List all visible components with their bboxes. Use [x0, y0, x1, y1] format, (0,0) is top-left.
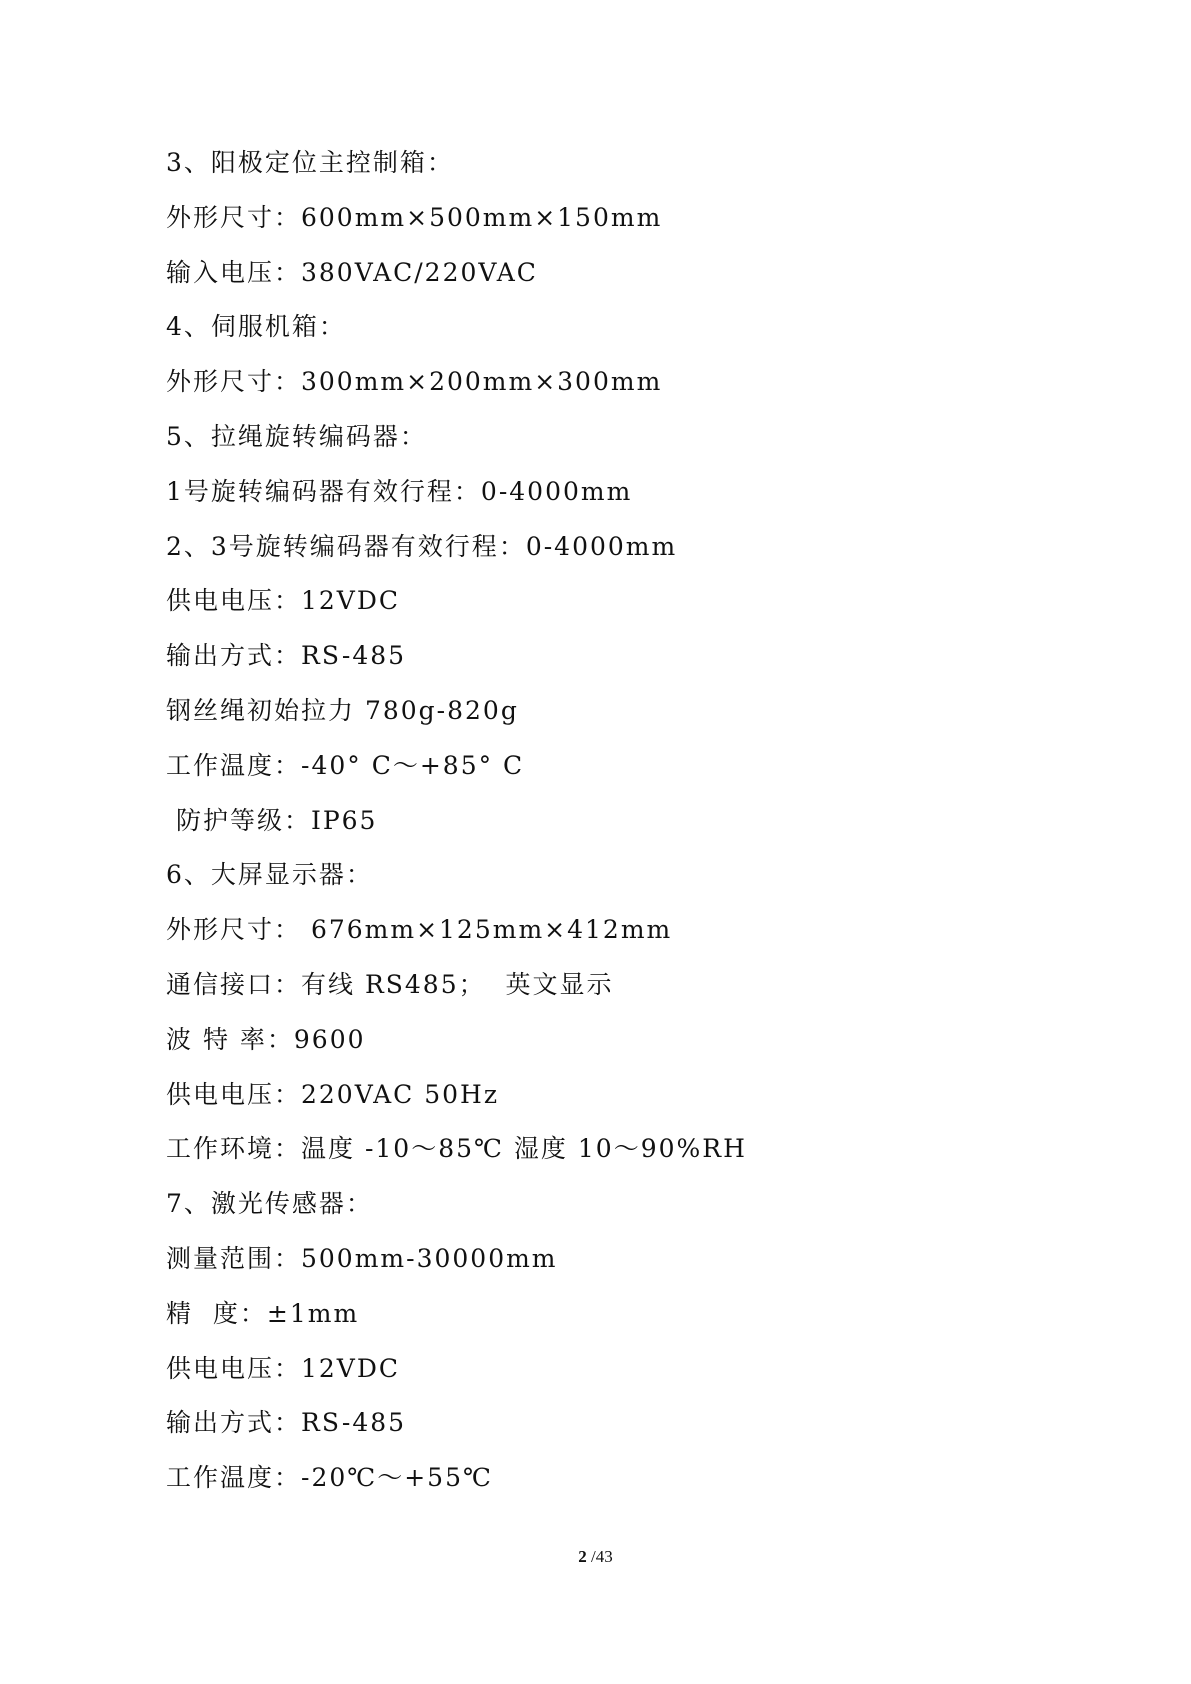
spec-line: 输出方式：RS-485 [166, 1408, 407, 1438]
spec-content [166, 136, 1066, 1506]
spec-line: 工作温度：-40° C～+85° C [166, 750, 525, 780]
section-heading: 7、激光传感器： [166, 1189, 373, 1219]
spec-line: 钢丝绳初始拉力 780g-820g [166, 695, 519, 725]
section-heading: 3、阳极定位主控制箱： [166, 148, 454, 177]
current-page-number: 2 [578, 1547, 587, 1566]
spec-line: 供电电压：12VDC [166, 1353, 401, 1383]
spec-line: 测量范围：500mm-30000mm [166, 1243, 558, 1273]
spec-line: 精 度：±1mm [166, 1298, 360, 1328]
spec-line: 防护等级：IP65 [166, 805, 378, 835]
section-heading: 6、大屏显示器： [166, 860, 373, 890]
spec-line: 波 特 率：9600 [166, 1024, 366, 1054]
spec-line: 通信接口：有线 RS485； 英文显示 [166, 969, 614, 999]
spec-line: 1号旋转编码器有效行程：0-4000mm [166, 476, 633, 506]
spec-line: 外形尺寸：300mm×200mm×300mm [166, 367, 663, 397]
spec-line: 外形尺寸： 676mm×125mm×412mm [166, 915, 673, 945]
spec-line: 输入电压：380VAC/220VAC [166, 257, 538, 287]
spec-line: 供电电压：220VAC 50Hz [166, 1079, 499, 1109]
spec-line: 工作温度：-20℃～+55℃ [166, 1463, 493, 1493]
spec-line: 2、3号旋转编码器有效行程：0-4000mm [166, 531, 678, 561]
section-heading: 5、拉绳旋转编码器： [166, 421, 427, 451]
section-heading: 4、伺服机箱： [166, 312, 346, 342]
spec-line: 外形尺寸：600mm×500mm×150mm [166, 202, 663, 232]
page-number [0, 1547, 1191, 1567]
total-pages: /43 [586, 1547, 613, 1566]
spec-line: 工作环境：温度 -10～85℃ 湿度 10～90%RH [166, 1134, 747, 1164]
spec-line: 供电电压：12VDC [166, 586, 401, 616]
spec-line: 输出方式：RS-485 [166, 641, 407, 671]
